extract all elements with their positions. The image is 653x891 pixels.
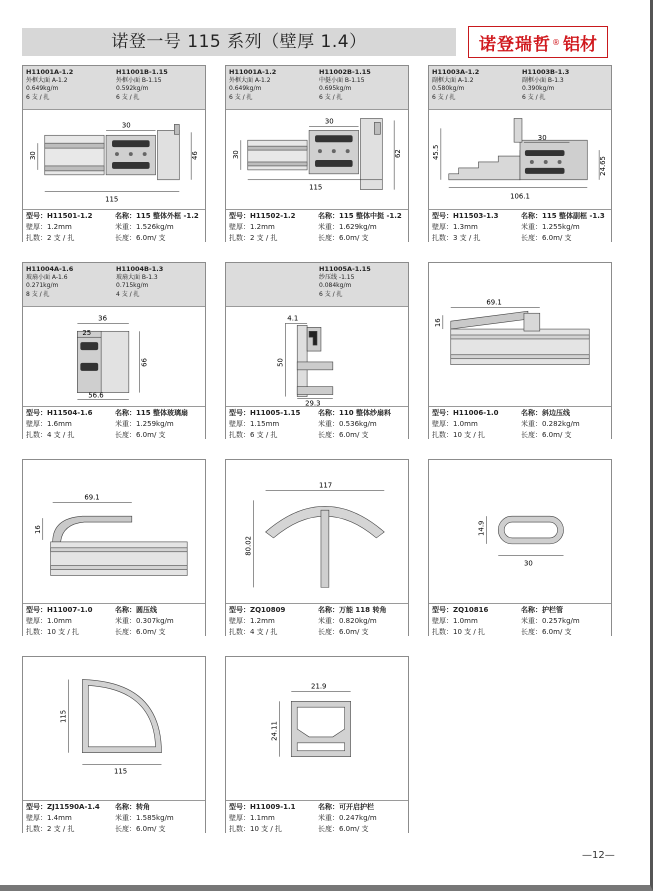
product-name: 名称：115 整体副框 -1.3 [521,212,605,220]
model-number: 型号：ZQ10816 [432,606,489,614]
wall-thickness: 壁厚：1.3mm [432,223,478,231]
dimension-label: 56.6 [88,391,104,400]
spec-footer [226,406,408,440]
bundle-count: 扎数：10 支 / 扎 [26,628,79,636]
bundle-count: 扎数：2 支 / 扎 [229,234,278,242]
brand-logo [468,26,608,58]
wall-thickness: 壁厚：1.0mm [432,617,478,625]
bundle-count: 扎数：4 支 / 扎 [229,628,278,636]
dimension-label: 21.9 [311,682,327,691]
part-weight: 0.390kg/m [522,85,555,92]
profile-card-h11502 [225,65,409,242]
brand-suffix: 铝材 [563,34,597,55]
length: 长度：6.0m/ 支 [115,825,166,833]
meter-weight: 米重：1.629kg/m [318,223,377,231]
part-code: H11004B-1.3 [116,265,164,273]
profile-card-h11501 [22,65,206,242]
dimension-label: 115 [105,195,119,204]
dimension-label: 115 [113,767,128,776]
part-code: H11002B-1.15 [319,68,371,76]
part-desc: 中挺小面 B-1.15 [319,76,365,84]
length: 长度：6.0m/ 支 [115,234,166,242]
dimension-label: 16 [433,318,442,328]
bundle-count: 扎数：4 支 / 扎 [26,431,75,439]
profile-drawing [23,110,205,209]
part-info-header [23,263,205,307]
part-weight: 0.084kg/m [319,282,352,289]
part-count: 6 支 / 扎 [26,93,50,101]
dimension-label: 30 [324,117,334,126]
dimension-label: 24.11 [270,721,279,741]
page-number: —12— [582,850,615,861]
part-desc: 外框大面 A-1.2 [229,76,271,84]
part-weight: 0.580kg/m [432,85,465,92]
brand-name: 诺登瑞哲 [479,34,551,55]
dimension-label: 24.65 [599,156,608,176]
part-count: 6 支 / 扎 [319,93,343,101]
length: 长度：6.0m/ 支 [115,628,166,636]
bundle-count: 扎数：2 支 / 扎 [26,234,75,242]
profile-card-zj11590a [22,656,206,833]
dimension-label: 117 [318,481,333,490]
spec-footer [226,603,408,637]
part-code: H11004A-1.6 [26,265,74,273]
length: 长度：6.0m/ 支 [318,431,369,439]
product-name: 名称：万能 118 转角 [318,606,387,614]
product-name: 名称：圆压线 [115,606,157,614]
bundle-count: 扎数：10 支 / 扎 [432,431,485,439]
model-number: 型号：ZJ11590A-1.4 [26,803,100,811]
profile-card-h11503 [428,65,612,242]
part-desc: 副框大面 A-1.2 [432,76,474,84]
wall-thickness: 壁厚：1.6mm [26,420,72,428]
profile-card-h11505 [225,262,409,439]
profile-drawing [226,307,408,406]
wall-thickness: 壁厚：1.2mm [229,223,275,231]
part-code: H11001A-1.2 [229,68,277,76]
part-count: 6 支 / 扎 [229,93,253,101]
length: 长度：6.0m/ 支 [521,628,572,636]
dimension-label: 106.1 [510,192,530,201]
product-name: 名称：可开启护栏 [318,803,374,811]
dimension-label: 30 [231,150,240,160]
dimension-label: 30 [523,559,533,568]
part-weight: 0.649kg/m [26,85,59,92]
model-number: 型号：H11501-1.2 [26,212,93,220]
dimension-label: 45.5 [431,144,440,160]
spec-footer [429,603,611,637]
part-desc: 副框小面 B-1.3 [522,76,564,84]
wall-thickness: 壁厚：1.0mm [26,617,72,625]
dimension-label: 46 [191,151,200,160]
spec-footer [23,603,205,637]
part-weight: 0.271kg/m [26,282,59,289]
part-info-header [226,66,408,110]
meter-weight: 米重：0.307kg/m [115,617,174,625]
length: 长度：6.0m/ 支 [115,431,166,439]
dimension-label: 62 [394,149,403,159]
part-info-header [23,66,205,110]
part-desc: 玻扇大面 B-1.3 [116,273,158,281]
dimension-label: 80.02 [244,535,253,556]
profile-card-zq10816 [428,459,612,636]
dimension-label: 4.1 [287,314,299,323]
profile-card-h11504 [22,262,206,439]
meter-weight: 米重：0.820kg/m [318,617,377,625]
length: 长度：6.0m/ 支 [318,234,369,242]
length: 长度：6.0m/ 支 [521,234,572,242]
dimension-label: 69.1 [486,298,502,307]
profile-card-h11009 [225,656,409,833]
spec-footer [429,406,611,440]
meter-weight: 米重：0.257kg/m [521,617,580,625]
profile-drawing [226,460,408,603]
profile-card-h11007 [22,459,206,636]
length: 长度：6.0m/ 支 [318,628,369,636]
part-code: H11001A-1.2 [26,68,74,76]
profile-drawing [429,263,611,406]
part-code: H11005A-1.15 [319,265,371,273]
wall-thickness: 壁厚：1.1mm [229,814,275,822]
part-count: 6 支 / 扎 [116,93,140,101]
model-number: 型号：H11005-1.15 [229,409,301,417]
spec-footer [226,800,408,834]
registered-mark: ® [552,37,560,47]
part-desc: 玻扇小面 A-1.6 [26,273,68,281]
dimension-label: 29.3 [305,399,321,406]
product-name: 名称：转角 [115,803,150,811]
product-name: 名称：斜边压线 [521,409,570,417]
part-count: 6 支 / 扎 [319,290,343,298]
part-count: 8 支 / 扎 [26,290,50,298]
wall-thickness: 壁厚：1.15mm [229,420,280,428]
meter-weight: 米重：1.255kg/m [521,223,580,231]
part-desc: 外框小面 B-1.15 [116,76,162,84]
part-count: 6 支 / 扎 [432,93,456,101]
dimension-label: 25 [82,329,92,338]
profile-drawing [23,460,205,603]
wall-thickness: 壁厚：1.4mm [26,814,72,822]
part-weight: 0.649kg/m [229,85,262,92]
model-number: 型号：H11006-1.0 [432,409,499,417]
part-weight: 0.715kg/m [116,282,149,289]
dimension-label: 14.9 [477,520,486,536]
profile-drawing [429,110,611,209]
spec-footer [226,209,408,243]
spec-footer [23,406,205,440]
model-number: 型号：H11502-1.2 [229,212,296,220]
part-desc: 外框大面 A-1.2 [26,76,68,84]
part-code: H11003A-1.2 [432,68,480,76]
profile-card-zq10809 [225,459,409,636]
product-name: 名称：115 整体外框 -1.2 [115,212,199,220]
bundle-count: 扎数：10 支 / 扎 [432,628,485,636]
spec-footer [23,800,205,834]
part-desc: 纱压线 -1.15 [319,273,355,281]
length: 长度：6.0m/ 支 [318,825,369,833]
dimension-label: 30 [537,134,547,143]
part-code: H11003B-1.3 [522,68,570,76]
model-number: 型号：H11009-1.1 [229,803,296,811]
meter-weight: 米重：1.585kg/m [115,814,174,822]
dimension-label: 36 [98,314,107,323]
profile-drawing [23,307,205,406]
bundle-count: 扎数：6 支 / 扎 [229,431,278,439]
wall-thickness: 壁厚：1.0mm [432,420,478,428]
meter-weight: 米重：0.282kg/m [521,420,580,428]
part-info-header [226,263,408,307]
profile-drawing [226,110,408,209]
dimension-label: 115 [59,709,68,724]
product-name: 名称：护栏管 [521,606,563,614]
spec-footer [429,209,611,243]
part-weight: 0.592kg/m [116,85,149,92]
profile-card-h11006 [428,262,612,439]
part-count: 4 支 / 扎 [116,290,140,298]
meter-weight: 米重：0.247kg/m [318,814,377,822]
dimension-label: 30 [121,121,131,130]
dimension-label: 30 [28,151,37,160]
model-number: 型号：H11503-1.3 [432,212,499,220]
dimension-label: 69.1 [84,493,100,502]
meter-weight: 米重：0.536kg/m [318,420,377,428]
model-number: 型号：H11007-1.0 [26,606,93,614]
length: 长度：6.0m/ 支 [521,431,572,439]
dimension-label: 16 [33,525,42,534]
part-weight: 0.695kg/m [319,85,352,92]
profile-drawing [226,657,408,800]
wall-thickness: 壁厚：1.2mm [229,617,275,625]
model-number: 型号：ZQ10809 [229,606,286,614]
model-number: 型号：H11504-1.6 [26,409,93,417]
spec-footer [23,209,205,243]
bundle-count: 扎数：2 支 / 扎 [26,825,75,833]
part-info-header [429,66,611,110]
dimension-label: 115 [309,183,323,192]
part-count: 6 支 / 扎 [522,93,546,101]
profile-drawing [23,657,205,800]
bundle-count: 扎数：3 支 / 扎 [432,234,481,242]
dimension-label: 66 [140,358,149,367]
bundle-count: 扎数：10 支 / 扎 [229,825,282,833]
meter-weight: 米重：1.259kg/m [115,420,174,428]
product-name: 名称：115 整体中挺 -1.2 [318,212,402,220]
part-code: H11001B-1.15 [116,68,168,76]
page-title: 诺登一号 115 系列（壁厚 1.4） [111,32,367,52]
profile-drawing [429,460,611,603]
product-name: 名称：110 整体纱扇料 [318,409,392,417]
dimension-label: 50 [276,358,285,367]
product-name: 名称：115 整体玻璃扇 [115,409,189,417]
wall-thickness: 壁厚：1.2mm [26,223,72,231]
meter-weight: 米重：1.526kg/m [115,223,174,231]
